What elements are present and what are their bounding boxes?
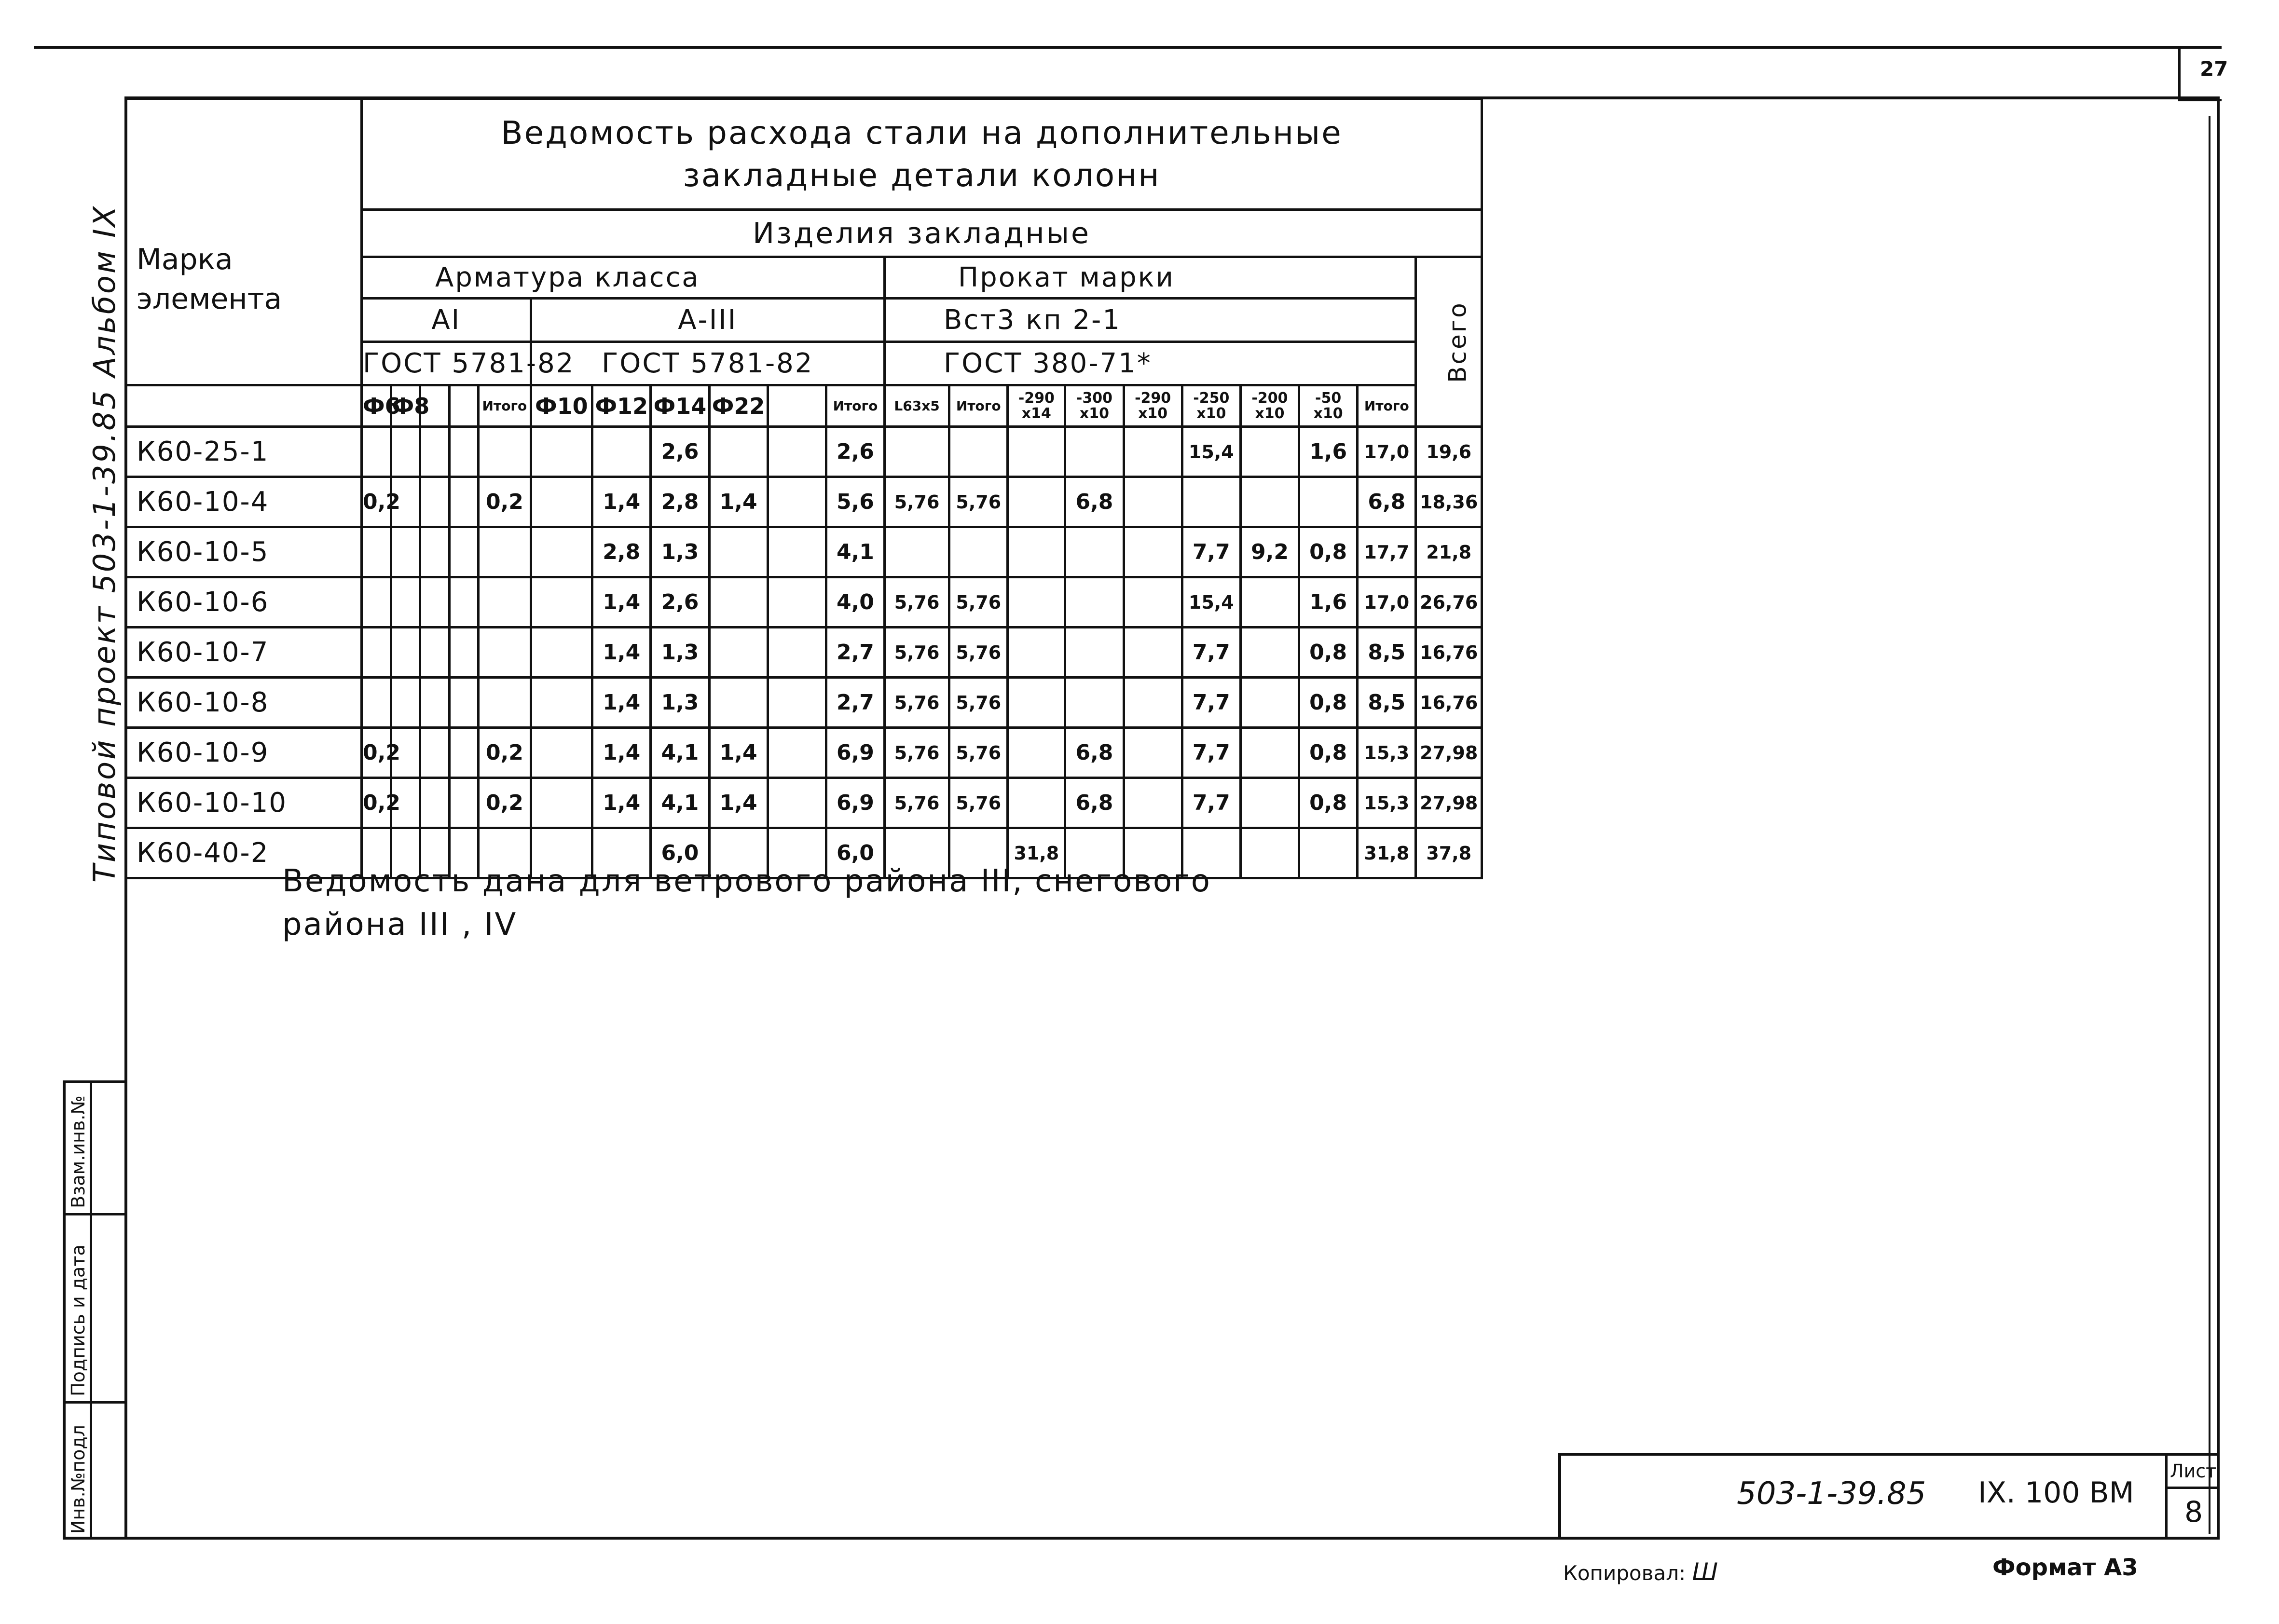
row-cell xyxy=(362,577,391,628)
row-cell xyxy=(362,427,391,477)
row-cell xyxy=(391,678,420,728)
row-cell xyxy=(1124,678,1182,728)
row-cell xyxy=(449,427,479,477)
row-cell xyxy=(1008,678,1065,728)
format-label: Формат А3 xyxy=(1992,1554,2138,1581)
row-cell: 15,4 xyxy=(1182,577,1240,628)
title-block-sheet-label: Лист xyxy=(2170,1460,2217,1482)
row-cell xyxy=(1240,678,1299,728)
group-armature: Арматура класса xyxy=(362,257,885,299)
row-cell: 1,4 xyxy=(592,728,651,778)
row-cell: 1,3 xyxy=(651,678,709,728)
stamp-strip-mid1 xyxy=(90,1080,92,1539)
title-block-top xyxy=(1558,1453,2219,1456)
row-cell: 6,8 xyxy=(1358,477,1416,527)
col-290x10: -290 x10 xyxy=(1124,385,1182,427)
row-cell xyxy=(1124,427,1182,477)
title-block-designation: 503-1-39.85 xyxy=(1737,1476,1926,1512)
row-cell: 4,1 xyxy=(651,728,709,778)
row-cell: 1,3 xyxy=(651,527,709,577)
row-cell xyxy=(949,427,1008,477)
stamp-strip-div2 xyxy=(63,1401,127,1404)
row-cell: 5,76 xyxy=(885,477,949,527)
row-cell: 5,76 xyxy=(949,728,1008,778)
row-mark: К60-10-7 xyxy=(126,628,362,678)
row-cell xyxy=(479,577,531,628)
row-mark: К60-25-1 xyxy=(126,427,362,477)
row-cell: 0,2 xyxy=(362,778,391,828)
row-cell xyxy=(709,678,768,728)
row-cell xyxy=(768,527,826,577)
row-cell: 2,7 xyxy=(826,678,884,728)
row-cell xyxy=(479,427,531,477)
row-cell xyxy=(391,628,420,678)
corner-page-number: 27 xyxy=(2200,57,2228,81)
row-cell xyxy=(1182,477,1240,527)
row-mark: К60-10-8 xyxy=(126,678,362,728)
corner-box-left xyxy=(2178,46,2181,101)
frame-bottom xyxy=(63,1537,2220,1540)
row-cell: 0,2 xyxy=(479,728,531,778)
row-cell: 17,0 xyxy=(1358,577,1416,628)
row-cell xyxy=(768,477,826,527)
stamp-strip-div1 xyxy=(63,1213,127,1215)
row-cell xyxy=(1299,477,1358,527)
stamp-label-signature: Подпись и дата xyxy=(68,1244,89,1396)
row-cell: 5,6 xyxy=(826,477,884,527)
title-block-sheet-number: 8 xyxy=(2184,1495,2203,1529)
col-300x10: -300 x10 xyxy=(1065,385,1124,427)
row-cell: 7,7 xyxy=(1182,728,1240,778)
row-cell xyxy=(1124,778,1182,828)
row-cell xyxy=(420,427,450,477)
table-row xyxy=(126,527,1482,577)
table-row xyxy=(126,678,1482,728)
col-f8: Ф8 xyxy=(391,385,420,427)
row-cell: 1,6 xyxy=(1299,577,1358,628)
row-cell xyxy=(949,527,1008,577)
row-cell: 5,76 xyxy=(949,577,1008,628)
stamp-label-vzam: Взам.инв.№ xyxy=(68,1095,89,1208)
col-blank2 xyxy=(449,385,479,427)
row-cell: 4,1 xyxy=(826,527,884,577)
row-cell: 7,7 xyxy=(1182,778,1240,828)
row-cell xyxy=(1008,477,1065,527)
row-cell: 6,9 xyxy=(826,728,884,778)
class-a3: А-III xyxy=(531,299,885,342)
row-cell xyxy=(709,628,768,678)
row-cell: 0,8 xyxy=(1299,728,1358,778)
group-rolled: Прокат марки xyxy=(885,257,1416,299)
row-cell: 5,76 xyxy=(885,678,949,728)
row-cell: 6,0 xyxy=(651,828,709,878)
title-line2: закладные детали колонн xyxy=(683,156,1161,194)
stamp-label-inv: Инв.№подл xyxy=(68,1425,89,1534)
row-cell: 0,8 xyxy=(1299,527,1358,577)
row-cell xyxy=(1240,828,1299,878)
row-cell xyxy=(1065,628,1124,678)
row-mark: К60-10-10 xyxy=(126,778,362,828)
row-total: 21,8 xyxy=(1416,527,1482,577)
title-block-code: IX. 100 ВМ xyxy=(1978,1476,2134,1510)
row-cell: 5,76 xyxy=(949,628,1008,678)
copied-by xyxy=(1563,1558,1718,1586)
col-f22: Ф22 xyxy=(709,385,768,427)
row-cell xyxy=(768,577,826,628)
row-cell xyxy=(1240,427,1299,477)
row-cell: 5,76 xyxy=(949,477,1008,527)
row-cell: 5,76 xyxy=(885,728,949,778)
row-cell xyxy=(1240,628,1299,678)
row-cell: 15,3 xyxy=(1358,728,1416,778)
table-row xyxy=(126,477,1482,527)
row-cell: 5,76 xyxy=(885,778,949,828)
row-cell xyxy=(449,728,479,778)
col-total-a3: Итого xyxy=(826,385,884,427)
row-cell xyxy=(479,678,531,728)
row-cell xyxy=(1008,527,1065,577)
row-cell: 7,7 xyxy=(1182,628,1240,678)
row-cell xyxy=(1299,828,1358,878)
copied-by-signature: Ш xyxy=(1692,1558,1718,1586)
row-cell: 1,4 xyxy=(709,728,768,778)
table-subtitle: Изделия закладные xyxy=(362,210,1482,257)
row-cell: 2,8 xyxy=(592,527,651,577)
stamp-strip-top xyxy=(63,1080,127,1083)
title-block-left xyxy=(1558,1453,1561,1540)
side-title: Типовой проект 503-1-39.85 Альбом IX xyxy=(87,204,122,883)
row-cell: 1,4 xyxy=(592,577,651,628)
row-cell: 17,0 xyxy=(1358,427,1416,477)
row-mark: К60-10-4 xyxy=(126,477,362,527)
row-cell xyxy=(709,427,768,477)
row-cell xyxy=(391,577,420,628)
row-cell xyxy=(449,477,479,527)
row-cell xyxy=(1124,527,1182,577)
row-cell: 6,8 xyxy=(1065,477,1124,527)
col-blank3 xyxy=(768,385,826,427)
table-row xyxy=(126,577,1482,628)
row-total: 18,36 xyxy=(1416,477,1482,527)
row-cell xyxy=(420,577,450,628)
col-250x10: -250 x10 xyxy=(1182,385,1240,427)
row-cell: 0,2 xyxy=(362,728,391,778)
row-cell xyxy=(420,628,450,678)
row-cell xyxy=(449,778,479,828)
row-cell xyxy=(449,577,479,628)
row-cell xyxy=(391,527,420,577)
row-total: 26,76 xyxy=(1416,577,1482,628)
row-cell: 6,9 xyxy=(826,778,884,828)
row-cell: 1,4 xyxy=(592,678,651,728)
col-total-rolled: Итого xyxy=(1358,385,1416,427)
row-cell xyxy=(1008,628,1065,678)
row-cell: 17,7 xyxy=(1358,527,1416,577)
row-cell xyxy=(362,628,391,678)
row-cell xyxy=(768,728,826,778)
row-cell: 4,1 xyxy=(651,778,709,828)
row-cell xyxy=(420,678,450,728)
row-cell xyxy=(531,427,592,477)
row-cell: 5,76 xyxy=(885,577,949,628)
row-cell: 15,4 xyxy=(1182,427,1240,477)
row-cell: 7,7 xyxy=(1182,678,1240,728)
title-line1: Ведомость расхода стали на дополнительные xyxy=(501,114,1343,151)
row-cell xyxy=(531,778,592,828)
row-cell xyxy=(1008,778,1065,828)
row-cell xyxy=(449,628,479,678)
row-cell: 1,4 xyxy=(592,628,651,678)
row-cell: 6,8 xyxy=(1065,778,1124,828)
row-cell: 2,7 xyxy=(826,628,884,678)
note-line1: Ведомость дана для ветрового района III, снегового xyxy=(282,863,1211,899)
row-cell: 1,4 xyxy=(592,477,651,527)
row-cell: 1,4 xyxy=(709,778,768,828)
col-l63x5: L63x5 xyxy=(885,385,949,427)
row-cell xyxy=(1008,577,1065,628)
gost-a1: ГОСТ 5781-82 xyxy=(362,342,531,385)
row-cell xyxy=(449,527,479,577)
row-cell: 31,8 xyxy=(1008,828,1065,878)
row-mark: К60-40-2 xyxy=(126,828,362,878)
mark-header-line2: элемента xyxy=(137,282,282,316)
col-total-angle: Итого xyxy=(949,385,1008,427)
row-total: 19,6 xyxy=(1416,427,1482,477)
row-cell xyxy=(885,527,949,577)
row-cell xyxy=(391,427,420,477)
row-cell: 9,2 xyxy=(1240,527,1299,577)
row-cell xyxy=(1240,728,1299,778)
row-cell xyxy=(479,527,531,577)
row-cell xyxy=(1124,728,1182,778)
row-total: 27,98 xyxy=(1416,728,1482,778)
row-cell xyxy=(592,427,651,477)
table-row xyxy=(126,728,1482,778)
frame-right-inner xyxy=(2209,116,2210,1534)
row-cell xyxy=(531,628,592,678)
gost-rolled: ГОСТ 380-71* xyxy=(885,342,1416,385)
row-cell: 6,8 xyxy=(1065,728,1124,778)
row-mark: К60-10-6 xyxy=(126,577,362,628)
row-cell xyxy=(531,678,592,728)
table-title xyxy=(362,99,1482,210)
total-header xyxy=(1416,257,1482,427)
row-cell: 0,2 xyxy=(479,477,531,527)
row-cell xyxy=(531,527,592,577)
row-cell: 0,2 xyxy=(362,477,391,527)
class-a1: АI xyxy=(362,299,531,342)
table-row xyxy=(126,628,1482,678)
top-border xyxy=(34,46,2222,49)
row-cell xyxy=(1124,477,1182,527)
copied-by-label: Копировал: xyxy=(1563,1561,1692,1585)
col-50x10: -50 x10 xyxy=(1299,385,1358,427)
mark-header xyxy=(126,99,362,385)
row-cell: 0,8 xyxy=(1299,628,1358,678)
gost-a3: ГОСТ 5781-82 xyxy=(531,342,885,385)
row-total: 16,76 xyxy=(1416,678,1482,728)
row-cell xyxy=(1240,778,1299,828)
title-block-sheet-div xyxy=(2165,1487,2218,1489)
row-cell xyxy=(420,728,450,778)
row-cell: 8,5 xyxy=(1358,678,1416,728)
row-mark: К60-10-9 xyxy=(126,728,362,778)
col-f14: Ф14 xyxy=(651,385,709,427)
row-cell: 1,3 xyxy=(651,628,709,678)
row-cell: 15,3 xyxy=(1358,778,1416,828)
row-cell xyxy=(1065,577,1124,628)
row-cell: 2,6 xyxy=(826,427,884,477)
row-cell: 5,76 xyxy=(885,628,949,678)
row-cell xyxy=(362,678,391,728)
row-cell xyxy=(1008,427,1065,477)
row-cell xyxy=(768,628,826,678)
stamp-strip-left xyxy=(63,1080,66,1539)
row-cell: 1,6 xyxy=(1299,427,1358,477)
table-row xyxy=(126,427,1482,477)
row-cell: 5,76 xyxy=(949,778,1008,828)
row-cell xyxy=(768,778,826,828)
row-cell xyxy=(1240,477,1299,527)
table-row xyxy=(126,778,1482,828)
steel-consumption-table xyxy=(124,97,1483,879)
row-total: 27,98 xyxy=(1416,778,1482,828)
column-header-row xyxy=(126,385,1482,427)
row-cell xyxy=(1065,427,1124,477)
row-cell xyxy=(709,577,768,628)
row-cell: 2,6 xyxy=(651,427,709,477)
row-cell xyxy=(531,477,592,527)
row-cell: 0,2 xyxy=(479,778,531,828)
row-cell xyxy=(362,527,391,577)
row-cell: 0,8 xyxy=(1299,778,1358,828)
row-cell: 2,8 xyxy=(651,477,709,527)
row-cell xyxy=(449,678,479,728)
row-mark: К60-10-5 xyxy=(126,527,362,577)
row-total: 37,8 xyxy=(1416,828,1482,878)
row-cell xyxy=(1065,678,1124,728)
row-cell: 2,6 xyxy=(651,577,709,628)
frame-right xyxy=(2217,96,2220,1539)
row-cell: 1,4 xyxy=(709,477,768,527)
row-cell xyxy=(420,477,450,527)
mark-header-line1: Марка xyxy=(137,243,233,276)
row-cell xyxy=(709,527,768,577)
row-cell: 5,76 xyxy=(949,678,1008,728)
row-cell xyxy=(885,427,949,477)
row-cell xyxy=(1240,577,1299,628)
col-200x10: -200 x10 xyxy=(1240,385,1299,427)
row-cell xyxy=(768,427,826,477)
row-cell xyxy=(420,527,450,577)
row-cell: 1,4 xyxy=(592,778,651,828)
total-header-label: Всего xyxy=(1444,300,1472,383)
row-cell xyxy=(1008,728,1065,778)
row-cell xyxy=(1124,628,1182,678)
mark-header-blank xyxy=(126,385,362,427)
row-cell: 7,7 xyxy=(1182,527,1240,577)
row-cell xyxy=(531,728,592,778)
title-block-sheet-left xyxy=(2165,1453,2168,1540)
row-cell xyxy=(1065,527,1124,577)
col-f10: Ф10 xyxy=(531,385,592,427)
row-cell: 31,8 xyxy=(1358,828,1416,878)
col-total-a1: Итого xyxy=(479,385,531,427)
col-290x14: -290 x14 xyxy=(1008,385,1065,427)
row-cell xyxy=(479,628,531,678)
row-cell: 0,8 xyxy=(1299,678,1358,728)
col-f12: Ф12 xyxy=(592,385,651,427)
row-cell xyxy=(768,678,826,728)
row-cell xyxy=(420,778,450,828)
row-cell xyxy=(531,577,592,628)
col-f6: Ф6 xyxy=(362,385,391,427)
row-cell xyxy=(1124,577,1182,628)
row-cell: 4,0 xyxy=(826,577,884,628)
steel-grade: Вст3 кп 2-1 xyxy=(885,299,1416,342)
note-line2: района III , IV xyxy=(282,907,518,942)
row-cell: 8,5 xyxy=(1358,628,1416,678)
row-cell: 6,0 xyxy=(826,828,884,878)
row-total: 16,76 xyxy=(1416,628,1482,678)
